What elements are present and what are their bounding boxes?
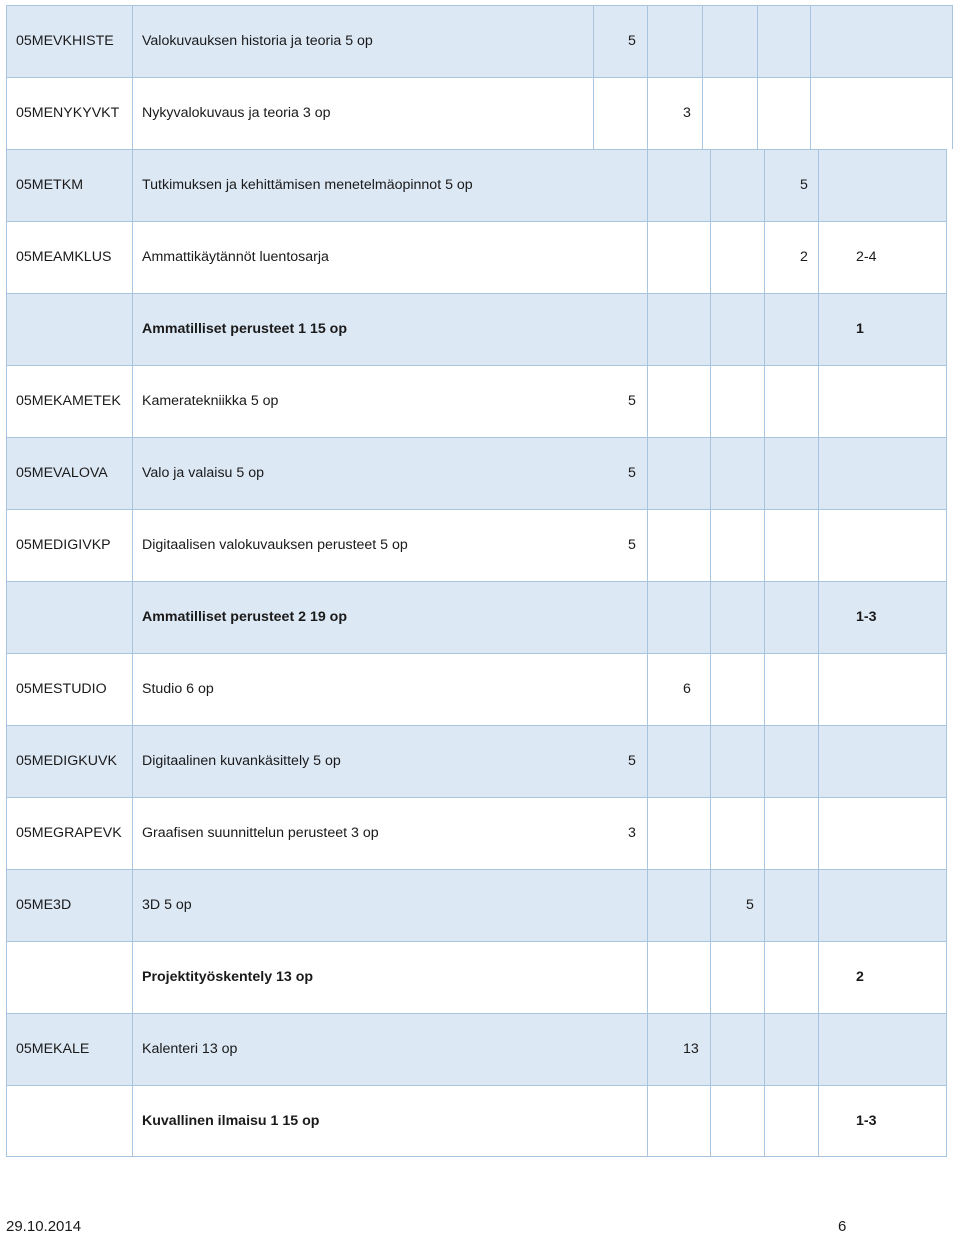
row-right-border [946, 509, 947, 581]
column-divider [764, 221, 765, 293]
row-right-border [946, 437, 947, 509]
column-divider [818, 1013, 819, 1085]
page-number: 6 [838, 1218, 847, 1235]
credit-value: 5 [628, 393, 636, 409]
row-right-border [946, 149, 947, 221]
row-right-border [946, 1013, 947, 1085]
column-divider [710, 365, 711, 437]
credit-value: 1-3 [856, 609, 877, 625]
column-divider [647, 365, 648, 437]
column-divider [132, 149, 133, 221]
course-name: 3D 5 op [142, 897, 192, 913]
course-name: Graafisen suunnittelun perusteet 3 op [142, 825, 379, 841]
course-code: 05MEVALOVA [16, 465, 108, 481]
column-divider [818, 941, 819, 1013]
column-divider [647, 5, 648, 77]
row-left-border [6, 293, 7, 365]
column-divider [810, 5, 811, 77]
row-left-border [6, 77, 7, 149]
column-divider [764, 437, 765, 509]
table-row [6, 1013, 947, 1085]
column-divider [764, 149, 765, 221]
course-name: Studio 6 op [142, 681, 214, 697]
column-divider [818, 293, 819, 365]
column-divider [764, 941, 765, 1013]
row-left-border [6, 797, 7, 869]
column-divider [647, 293, 648, 365]
column-divider [757, 77, 758, 149]
table-row [6, 581, 947, 653]
row-left-border [6, 437, 7, 509]
column-divider [764, 581, 765, 653]
course-name: Digitaalinen kuvankäsittely 5 op [142, 753, 341, 769]
row-right-border [946, 941, 947, 1013]
column-divider [702, 77, 703, 149]
column-divider [764, 1085, 765, 1157]
column-divider [818, 365, 819, 437]
footer-date: 29.10.2014 [6, 1218, 82, 1235]
table-row [6, 869, 947, 941]
column-divider [647, 77, 648, 149]
column-divider [818, 149, 819, 221]
column-divider [810, 77, 811, 149]
table-row [6, 5, 953, 77]
credit-value: 5 [746, 897, 754, 913]
credit-value: 2 [800, 249, 808, 265]
column-divider [132, 437, 133, 509]
column-divider [764, 725, 765, 797]
column-divider [132, 77, 133, 149]
column-divider [818, 581, 819, 653]
column-divider [132, 941, 133, 1013]
credit-value: 13 [683, 1041, 699, 1057]
column-divider [647, 437, 648, 509]
module-title: Kuvallinen ilmaisu 1 15 op [142, 1113, 320, 1129]
column-divider [132, 725, 133, 797]
column-divider [132, 5, 133, 77]
column-divider [818, 1085, 819, 1157]
module-title: Projektityöskentely 13 op [142, 969, 314, 985]
column-divider [818, 869, 819, 941]
column-divider [593, 5, 594, 77]
column-divider [132, 869, 133, 941]
column-divider [818, 509, 819, 581]
table-row [6, 365, 947, 437]
row-left-border [6, 869, 7, 941]
column-divider [647, 653, 648, 725]
module-title: Ammatilliset perusteet 2 19 op [142, 609, 347, 625]
column-divider [818, 797, 819, 869]
row-right-border [946, 653, 947, 725]
credit-value: 1 [856, 321, 864, 337]
column-divider [647, 581, 648, 653]
course-code: 05MEDIGIVKP [16, 537, 111, 553]
table-row [6, 941, 947, 1013]
credit-value: 6 [683, 681, 691, 697]
course-name: Kameratekniikka 5 op [142, 393, 279, 409]
column-divider [647, 869, 648, 941]
row-right-border [952, 77, 953, 149]
column-divider [710, 221, 711, 293]
row-right-border [952, 5, 953, 77]
row-left-border [6, 725, 7, 797]
column-divider [818, 221, 819, 293]
column-divider [710, 1013, 711, 1085]
column-divider [132, 653, 133, 725]
table-row [6, 293, 947, 365]
table-row [6, 653, 947, 725]
column-divider [647, 1085, 648, 1157]
row-right-border [946, 293, 947, 365]
column-divider [764, 293, 765, 365]
course-name: Ammattikäytännöt luentosarja [142, 249, 329, 265]
row-left-border [6, 509, 7, 581]
column-divider [710, 869, 711, 941]
column-divider [132, 1085, 133, 1157]
table-row [6, 149, 947, 221]
table-row [6, 725, 947, 797]
column-divider [764, 365, 765, 437]
table-row [6, 509, 947, 581]
column-divider [710, 797, 711, 869]
course-name: Kalenteri 13 op [142, 1041, 238, 1057]
column-divider [764, 509, 765, 581]
column-divider [132, 221, 133, 293]
course-name: Nykyvalokuvaus ja teoria 3 op [142, 105, 331, 121]
course-code: 05MEVKHISTE [16, 33, 114, 49]
row-right-border [946, 221, 947, 293]
column-divider [710, 941, 711, 1013]
row-left-border [6, 941, 7, 1013]
course-code: 05MESTUDIO [16, 681, 107, 697]
column-divider [710, 293, 711, 365]
column-divider [132, 797, 133, 869]
column-divider [132, 293, 133, 365]
credit-value-range: 2-4 [856, 249, 877, 265]
row-right-border [946, 1085, 947, 1157]
column-divider [710, 149, 711, 221]
column-divider [818, 653, 819, 725]
course-code: 05MENYKYVKT [16, 105, 120, 121]
credit-value: 2 [856, 969, 864, 985]
column-divider [647, 149, 648, 221]
column-divider [132, 365, 133, 437]
table-row [6, 797, 947, 869]
column-divider [818, 725, 819, 797]
course-name: Valo ja valaisu 5 op [142, 465, 264, 481]
row-right-border [946, 581, 947, 653]
column-divider [764, 653, 765, 725]
course-code: 05MEDIGKUVK [16, 753, 117, 769]
column-divider [764, 1013, 765, 1085]
column-divider [647, 1013, 648, 1085]
row-right-border [946, 797, 947, 869]
column-divider [132, 509, 133, 581]
row-right-border [946, 725, 947, 797]
column-divider [702, 5, 703, 77]
course-code: 05MEAMKLUS [16, 249, 112, 265]
credit-value: 5 [628, 753, 636, 769]
column-divider [647, 797, 648, 869]
column-divider [818, 437, 819, 509]
column-divider [710, 725, 711, 797]
course-name: Valokuvauksen historia ja teoria 5 op [142, 33, 373, 49]
row-left-border [6, 149, 7, 221]
credit-value: 1-3 [856, 1113, 877, 1129]
row-left-border [6, 365, 7, 437]
course-code: 05ME3D [16, 897, 72, 913]
row-right-border [946, 869, 947, 941]
credit-value: 5 [628, 537, 636, 553]
row-left-border [6, 653, 7, 725]
column-divider [764, 797, 765, 869]
column-divider [593, 77, 594, 149]
course-code: 05MEKAMETEK [16, 393, 121, 409]
row-left-border [6, 5, 7, 77]
credit-value: 5 [628, 465, 636, 481]
row-right-border [946, 365, 947, 437]
column-divider [647, 221, 648, 293]
course-code: 05MEGRAPEVK [16, 825, 122, 841]
table-row [6, 77, 953, 149]
column-divider [710, 509, 711, 581]
column-divider [710, 581, 711, 653]
credit-value: 5 [800, 177, 808, 193]
column-divider [647, 509, 648, 581]
credit-value: 3 [628, 825, 636, 841]
column-divider [710, 1085, 711, 1157]
table-row [6, 221, 947, 293]
module-title: Ammatilliset perusteet 1 15 op [142, 321, 347, 337]
column-divider [647, 725, 648, 797]
column-divider [710, 653, 711, 725]
course-code: 05METKM [16, 177, 84, 193]
table-row [6, 1085, 947, 1157]
column-divider [132, 1013, 133, 1085]
column-divider [132, 581, 133, 653]
column-divider [757, 5, 758, 77]
table-row [6, 437, 947, 509]
row-left-border [6, 221, 7, 293]
credit-value: 3 [683, 105, 691, 121]
credit-value: 5 [628, 33, 636, 49]
row-left-border [6, 581, 7, 653]
course-code: 05MEKALE [16, 1041, 90, 1057]
course-name: Tutkimuksen ja kehittämisen menetelmäopinnot 5 op [142, 177, 473, 193]
row-left-border [6, 1013, 7, 1085]
course-name: Digitaalisen valokuvauksen perusteet 5 op [142, 537, 408, 553]
column-divider [764, 869, 765, 941]
column-divider [710, 437, 711, 509]
column-divider [647, 941, 648, 1013]
row-left-border [6, 1085, 7, 1157]
